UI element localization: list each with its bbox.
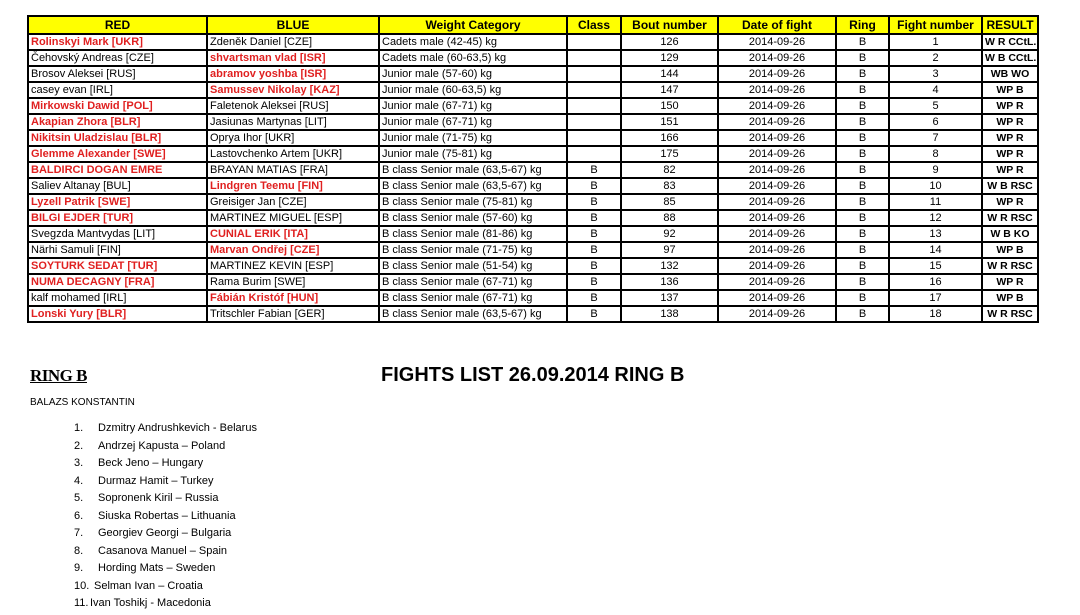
judge-number: 5. <box>74 492 84 504</box>
table-row <box>28 194 1038 210</box>
blue-corner-cell: Greisiger Jan [CZE] <box>207 194 379 210</box>
column-header: RESULT <box>982 16 1038 34</box>
table-body <box>28 34 1038 322</box>
table-row <box>28 162 1038 178</box>
result-cell: WP R <box>982 114 1038 130</box>
page-title: FIGHTS LIST 26.09.2014 RING B <box>381 364 685 386</box>
ring-cell: B <box>836 82 889 98</box>
judge-item <box>74 525 257 543</box>
date-cell: 2014-09-26 <box>718 274 836 290</box>
blue-corner-cell: Samussev Nikolay [KAZ] <box>207 82 379 98</box>
judge-name: Selman Ivan – Croatia <box>94 579 203 592</box>
class-cell <box>567 50 621 66</box>
judge-number: 6. <box>74 509 84 522</box>
class-cell: B <box>567 210 621 226</box>
red-corner-cell: Akapian Zhora [BLR] <box>28 114 207 130</box>
red-corner-cell: BALDIRCI DOGAN EMRE <box>28 162 207 178</box>
weight-category-cell: Cadets male (42-45) kg <box>379 34 567 50</box>
class-cell <box>567 130 621 146</box>
table-row <box>28 98 1038 114</box>
table-row <box>28 34 1038 50</box>
column-header: Bout number <box>621 16 718 34</box>
result-cell: WP R <box>982 274 1038 290</box>
fight-number-cell: 2 <box>889 50 982 66</box>
judge-number: 10. <box>74 579 90 592</box>
weight-category-cell: B class Senior male (67-71) kg <box>379 274 567 290</box>
ring-cell: B <box>836 114 889 130</box>
ring-cell: B <box>836 162 889 178</box>
ring-cell: B <box>836 146 889 162</box>
judge-name: Beck Jeno – Hungary <box>98 457 204 469</box>
judge-number: 2. <box>74 439 84 452</box>
table-row <box>28 242 1038 258</box>
bout-number-cell: 97 <box>621 242 718 258</box>
date-cell: 2014-09-26 <box>718 226 836 242</box>
class-cell: B <box>567 306 621 322</box>
ring-cell: B <box>836 306 889 322</box>
bout-number-cell: 129 <box>621 50 718 66</box>
class-cell <box>567 82 621 98</box>
fight-number-cell: 10 <box>889 178 982 194</box>
date-cell: 2014-09-26 <box>718 242 836 258</box>
class-cell: B <box>567 178 621 194</box>
weight-category-cell: Junior male (71-75) kg <box>379 130 567 146</box>
judge-item <box>74 420 257 438</box>
red-corner-cell: Närhi Samuli [FIN] <box>28 242 207 258</box>
column-header: Weight Category <box>379 16 567 34</box>
judge-name: Hording Mats – Sweden <box>98 562 216 574</box>
fight-number-cell: 4 <box>889 82 982 98</box>
judge-item <box>74 508 257 526</box>
bout-number-cell: 151 <box>621 114 718 130</box>
blue-corner-cell: Marvan Ondřej [CZE] <box>207 242 379 258</box>
date-cell: 2014-09-26 <box>718 130 836 146</box>
judge-number: 7. <box>74 527 84 539</box>
weight-category-cell: Junior male (57-60) kg <box>379 66 567 82</box>
result-cell: WP R <box>982 162 1038 178</box>
bout-number-cell: 136 <box>621 274 718 290</box>
class-cell: B <box>567 258 621 274</box>
judge-name: Durmaz Hamit – Turkey <box>98 474 214 487</box>
ring-cell: B <box>836 242 889 258</box>
fight-number-cell: 11 <box>889 194 982 210</box>
table-row <box>28 146 1038 162</box>
column-header: Date of fight <box>718 16 836 34</box>
ring-cell: B <box>836 258 889 274</box>
judge-name: Georgiev Georgi – Bulgaria <box>98 527 232 539</box>
table-row <box>28 274 1038 290</box>
table-row <box>28 290 1038 306</box>
result-cell: W R CCtL. <box>982 34 1038 50</box>
class-cell: B <box>567 274 621 290</box>
judge-number: 11. <box>74 597 89 609</box>
bout-number-cell: 175 <box>621 146 718 162</box>
judge-item <box>74 490 257 508</box>
judge-item <box>74 595 257 613</box>
weight-category-cell: Junior male (67-71) kg <box>379 114 567 130</box>
ring-cell: B <box>836 226 889 242</box>
red-corner-cell: Lyzell Patrik [SWE] <box>28 194 207 210</box>
bout-number-cell: 92 <box>621 226 718 242</box>
red-corner-cell: Brosov Aleksei [RUS] <box>28 66 207 82</box>
red-corner-cell: BILGI EJDER [TUR] <box>28 210 207 226</box>
judge-item <box>74 560 257 578</box>
red-corner-cell: SOYTURK SEDAT [TUR] <box>28 258 207 274</box>
weight-category-cell: Cadets male (60-63,5) kg <box>379 50 567 66</box>
blue-corner-cell: Lastovchenko Artem [UKR] <box>207 146 379 162</box>
column-header: Ring <box>836 16 889 34</box>
fights-table <box>27 15 1039 323</box>
date-cell: 2014-09-26 <box>718 98 836 114</box>
result-cell: WP B <box>982 290 1038 306</box>
bout-number-cell: 85 <box>621 194 718 210</box>
date-cell: 2014-09-26 <box>718 34 836 50</box>
referee-name: BALAZS KONSTANTIN <box>30 397 135 408</box>
date-cell: 2014-09-26 <box>718 306 836 322</box>
table-row <box>28 210 1038 226</box>
weight-category-cell: B class Senior male (63,5-67) kg <box>379 306 567 322</box>
fight-number-cell: 13 <box>889 226 982 242</box>
judge-name: Casanova Manuel – Spain <box>98 544 228 557</box>
class-cell <box>567 98 621 114</box>
ring-cell: B <box>836 194 889 210</box>
blue-corner-cell: Zdeněk Daniel [CZE] <box>207 34 379 50</box>
table-row <box>28 130 1038 146</box>
fight-number-cell: 16 <box>889 274 982 290</box>
date-cell: 2014-09-26 <box>718 178 836 194</box>
bout-number-cell: 137 <box>621 290 718 306</box>
fight-number-cell: 18 <box>889 306 982 322</box>
date-cell: 2014-09-26 <box>718 258 836 274</box>
fight-number-cell: 15 <box>889 258 982 274</box>
fight-number-cell: 17 <box>889 290 982 306</box>
fight-number-cell: 5 <box>889 98 982 114</box>
fight-number-cell: 9 <box>889 162 982 178</box>
fight-number-cell: 1 <box>889 34 982 50</box>
red-corner-cell: Mirkowski Dawid [POL] <box>28 98 207 114</box>
blue-corner-cell: Oprya Ihor [UKR] <box>207 130 379 146</box>
red-corner-cell: Svegzda Mantvydas [LIT] <box>28 226 207 242</box>
bout-number-cell: 166 <box>621 130 718 146</box>
bout-number-cell: 138 <box>621 306 718 322</box>
judge-number: 9. <box>74 562 84 574</box>
judge-item <box>74 473 257 491</box>
ring-cell: B <box>836 50 889 66</box>
weight-category-cell: B class Senior male (75-81) kg <box>379 194 567 210</box>
ring-cell: B <box>836 210 889 226</box>
blue-corner-cell: Jasiunas Martynas [LIT] <box>207 114 379 130</box>
ring-heading: RING B <box>30 366 87 385</box>
class-cell: B <box>567 162 621 178</box>
date-cell: 2014-09-26 <box>718 194 836 210</box>
column-header: Fight number <box>889 16 982 34</box>
judge-number: 3. <box>74 457 84 469</box>
ring-cell: B <box>836 178 889 194</box>
weight-category-cell: Junior male (75-81) kg <box>379 146 567 162</box>
red-corner-cell: Čehovský Andreas [CZE] <box>28 50 207 66</box>
result-cell: W B KO <box>982 226 1038 242</box>
blue-corner-cell: MARTINEZ KEVIN [ESP] <box>207 258 379 274</box>
judge-item <box>74 438 257 456</box>
ring-cell: B <box>836 290 889 306</box>
judge-name: Andrzej Kapusta – Poland <box>98 439 226 452</box>
bout-number-cell: 132 <box>621 258 718 274</box>
table-row <box>28 114 1038 130</box>
weight-category-cell: B class Senior male (67-71) kg <box>379 290 567 306</box>
result-cell: WP B <box>982 82 1038 98</box>
date-cell: 2014-09-26 <box>718 290 836 306</box>
weight-category-cell: B class Senior male (63,5-67) kg <box>379 162 567 178</box>
judge-item <box>74 455 257 473</box>
date-cell: 2014-09-26 <box>718 114 836 130</box>
blue-corner-cell: BRAYAN MATIAS [FRA] <box>207 162 379 178</box>
judges-list <box>74 420 257 613</box>
weight-category-cell: B class Senior male (81-86) kg <box>379 226 567 242</box>
red-corner-cell: Rolinskyi Mark [UKR] <box>28 34 207 50</box>
fight-number-cell: 12 <box>889 210 982 226</box>
blue-corner-cell: Tritschler Fabian [GER] <box>207 306 379 322</box>
result-cell: WP R <box>982 194 1038 210</box>
result-cell: WP B <box>982 242 1038 258</box>
bout-number-cell: 88 <box>621 210 718 226</box>
red-corner-cell: Saliev Altanay [BUL] <box>28 178 207 194</box>
table-row <box>28 258 1038 274</box>
result-cell: W B RSC <box>982 178 1038 194</box>
result-cell: WP R <box>982 130 1038 146</box>
judge-number: 4. <box>74 474 84 487</box>
judge-name: Siuska Robertas – Lithuania <box>98 509 236 522</box>
result-cell: W R RSC <box>982 306 1038 322</box>
red-corner-cell: Lonski Yury [BLR] <box>28 306 207 322</box>
class-cell <box>567 66 621 82</box>
column-header: Class <box>567 16 621 34</box>
table-row <box>28 178 1038 194</box>
bout-number-cell: 126 <box>621 34 718 50</box>
judge-item <box>74 578 257 596</box>
fight-number-cell: 6 <box>889 114 982 130</box>
red-corner-cell: NUMA DECAGNY [FRA] <box>28 274 207 290</box>
judge-number: 1. <box>74 422 84 434</box>
result-cell: WP R <box>982 146 1038 162</box>
blue-corner-cell: CUNIAL ERIK [ITA] <box>207 226 379 242</box>
judge-name: Dzmitry Andrushkevich - Belarus <box>98 422 257 434</box>
class-cell: B <box>567 226 621 242</box>
blue-corner-cell: MARTINEZ MIGUEL [ESP] <box>207 210 379 226</box>
fight-number-cell: 3 <box>889 66 982 82</box>
judge-number: 8. <box>74 544 84 557</box>
date-cell: 2014-09-26 <box>718 146 836 162</box>
blue-corner-cell: Faletenok Aleksei [RUS] <box>207 98 379 114</box>
weight-category-cell: Junior male (60-63,5) kg <box>379 82 567 98</box>
judge-name: Sopronenk Kiril – Russia <box>98 492 219 504</box>
weight-category-cell: B class Senior male (71-75) kg <box>379 242 567 258</box>
bout-number-cell: 83 <box>621 178 718 194</box>
blue-corner-cell: Fábián Kristóf [HUN] <box>207 290 379 306</box>
date-cell: 2014-09-26 <box>718 50 836 66</box>
ring-cell: B <box>836 130 889 146</box>
blue-corner-cell: shvartsman vlad [ISR] <box>207 50 379 66</box>
class-cell <box>567 146 621 162</box>
ring-cell: B <box>836 34 889 50</box>
class-cell <box>567 114 621 130</box>
result-cell: WP R <box>982 98 1038 114</box>
column-header: BLUE <box>207 16 379 34</box>
result-cell: W R RSC <box>982 258 1038 274</box>
class-cell <box>567 34 621 50</box>
date-cell: 2014-09-26 <box>718 210 836 226</box>
bout-number-cell: 144 <box>621 66 718 82</box>
bout-number-cell: 147 <box>621 82 718 98</box>
red-corner-cell: casey evan [IRL] <box>28 82 207 98</box>
blue-corner-cell: Lindgren Teemu [FIN] <box>207 178 379 194</box>
ring-cell: B <box>836 66 889 82</box>
result-cell: W R RSC <box>982 210 1038 226</box>
class-cell: B <box>567 242 621 258</box>
weight-category-cell: B class Senior male (57-60) kg <box>379 210 567 226</box>
ring-cell: B <box>836 98 889 114</box>
class-cell: B <box>567 290 621 306</box>
table-row <box>28 226 1038 242</box>
table-row <box>28 306 1038 322</box>
judge-item <box>74 543 257 561</box>
blue-corner-cell: abramov yoshba [ISR] <box>207 66 379 82</box>
weight-category-cell: B class Senior male (63,5-67) kg <box>379 178 567 194</box>
weight-category-cell: Junior male (67-71) kg <box>379 98 567 114</box>
column-header: RED <box>28 16 207 34</box>
table-row <box>28 66 1038 82</box>
fight-number-cell: 7 <box>889 130 982 146</box>
bout-number-cell: 150 <box>621 98 718 114</box>
red-corner-cell: Nikitsin Uladzislau [BLR] <box>28 130 207 146</box>
red-corner-cell: kalf mohamed [IRL] <box>28 290 207 306</box>
table-row <box>28 50 1038 66</box>
table-row <box>28 82 1038 98</box>
fight-number-cell: 14 <box>889 242 982 258</box>
bout-number-cell: 82 <box>621 162 718 178</box>
weight-category-cell: B class Senior male (51-54) kg <box>379 258 567 274</box>
fight-number-cell: 8 <box>889 146 982 162</box>
date-cell: 2014-09-26 <box>718 82 836 98</box>
date-cell: 2014-09-26 <box>718 162 836 178</box>
result-cell: WB WO <box>982 66 1038 82</box>
class-cell: B <box>567 194 621 210</box>
date-cell: 2014-09-26 <box>718 66 836 82</box>
blue-corner-cell: Rama Burim [SWE] <box>207 274 379 290</box>
red-corner-cell: Glemme Alexander [SWE] <box>28 146 207 162</box>
ring-cell: B <box>836 274 889 290</box>
judge-name: Ivan Toshikj - Macedonia <box>90 597 211 609</box>
table-header-row <box>28 16 1038 34</box>
result-cell: W B CCtL. <box>982 50 1038 66</box>
